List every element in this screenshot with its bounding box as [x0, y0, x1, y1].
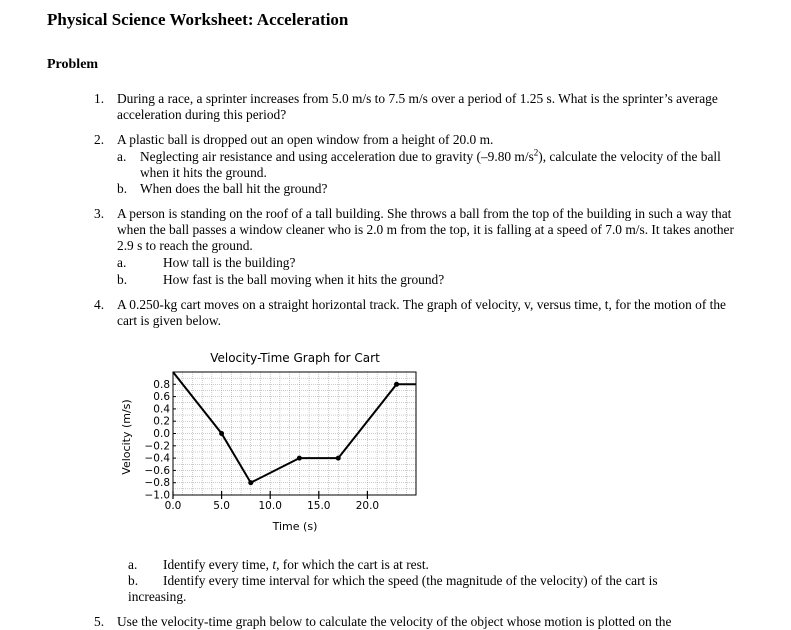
question-3b-label: b.: [117, 272, 128, 287]
worksheet-title: Physical Science Worksheet: Acceleration: [47, 10, 349, 29]
x-tick-label: 20.0: [355, 500, 380, 512]
question-4a-text: Identify every time, t, for which the cart is at rest.: [163, 557, 429, 572]
question-5-text: Use the velocity-time graph below to calculate the velocity of the object whose motion is plotted on the: [117, 614, 672, 629]
question-4b-text: Identify every time interval for which the speed (the magnitude of the velocity) of the cart is increasing.: [128, 573, 658, 604]
question-5-number: 5.: [94, 614, 105, 629]
question-4a-label: a.: [128, 557, 138, 572]
chart-x-axis-label: Time (s): [272, 520, 318, 533]
section-heading: Problem: [47, 57, 99, 72]
question-3b-text: How fast is the ball moving when it hits the ground?: [163, 272, 445, 287]
y-tick-label: 0.8: [153, 378, 170, 391]
chart-series: [173, 372, 416, 485]
x-tick-label: 0.0: [164, 500, 182, 512]
y-tick-label: −1.0: [144, 489, 170, 502]
y-tick-label: 0.0: [153, 428, 170, 440]
question-2a-text: Neglecting air resistance and using acceleration due to gravity (–9.80 $m/s^2$), calculate the velocity of the ball when it hits the ground.: [140, 147, 721, 180]
x-tick-label: 10.0: [258, 500, 282, 512]
question-3a-text: How tall is the building?: [163, 255, 296, 270]
x-tick-label: 15.0: [307, 500, 331, 512]
x-tick-label: 5.0: [213, 500, 230, 512]
question-3-text: A person is standing on the roof of a tall building. She throws a ball from the top of the building in such a way that when the ball passes a window cleaner who is 2.0 m from the top, it is falling at a speed of 7.0 m/s. It takes another 2.9 s to reach the ground.: [117, 206, 734, 253]
y-tick-label: 0.2: [153, 415, 170, 428]
data-point: [394, 382, 399, 387]
data-point: [297, 456, 302, 461]
question-3a-label: a.: [117, 255, 127, 270]
data-point: [336, 456, 341, 461]
y-tick-label: −0.4: [144, 452, 170, 465]
question-2-number: 2.: [94, 132, 105, 147]
question-2b-text: When does the ball hit the ground?: [140, 181, 328, 196]
chart-ticks: [145, 379, 380, 512]
question-4-text: A 0.250-kg cart moves on a straight horizontal track. The graph of velocity, v, versus time, t, for the motion of the cart is given below.: [117, 297, 726, 328]
y-tick-label: −0.2: [144, 440, 170, 453]
velocity-time-chart: [110, 343, 430, 535]
chart-y-axis-label: Velocity (m/s): [120, 399, 133, 475]
data-point: [248, 480, 253, 485]
chart-title: Velocity-Time Graph for Cart: [210, 351, 380, 365]
question-2b-label: b.: [117, 181, 128, 196]
question-2-text: A plastic ball is dropped out an open window from a height of 20.0 m.: [117, 132, 494, 147]
question-2a-label: a.: [117, 149, 127, 164]
y-tick-label: 0.6: [153, 391, 170, 404]
data-point: [219, 431, 224, 436]
y-tick-label: −0.8: [144, 477, 170, 490]
question-1-text: During a race, a sprinter increases from 5.0 m/s to 7.5 m/s over a period of 1.25 s. What is the sprinter’s average acceleration during this period?: [117, 91, 718, 122]
chart-grid: [173, 372, 416, 495]
question-3-number: 3.: [94, 206, 105, 221]
question-4b-label: b.: [128, 573, 139, 588]
y-tick-label: −0.6: [144, 464, 170, 477]
question-1-number: 1.: [94, 91, 105, 106]
question-4-number: 4.: [94, 297, 105, 312]
y-tick-label: 0.4: [153, 403, 170, 416]
